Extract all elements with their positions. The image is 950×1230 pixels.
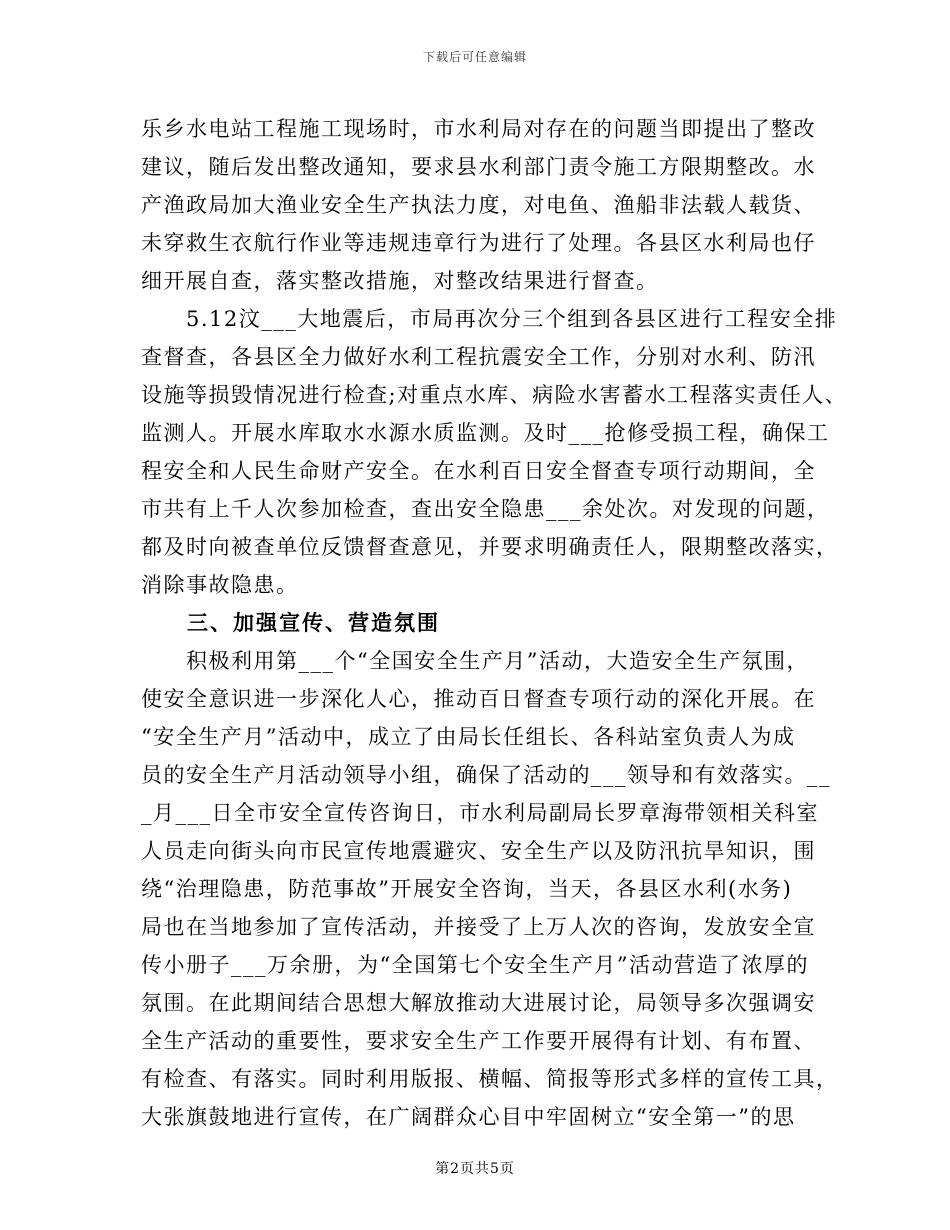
section-heading: 三、加强宣传、营造氛围: [141, 610, 440, 635]
text-line: 人员走向街头向市民宣传地震避灾、安全生产以及防汛抗旱知识，围: [141, 839, 816, 863]
text-line: 5.12汶___大地震后，市局再次分三个组到各县区进行工程安全排: [141, 307, 838, 331]
text-line: 大张旗鼓地进行宣传，在广阔群众心目中牢固树立“安全第一”的思: [141, 1105, 796, 1129]
text-line: 监测人。开展水库取水水源水质监测。及时___抢修受损工程，确保工: [141, 421, 830, 445]
text-line: 传小册子___万余册，为“全国第七个安全生产月”活动营造了浓厚的: [141, 953, 809, 977]
text-line: 消除事故隐患。: [141, 573, 299, 597]
text-line: 乐乡水电站工程施工现场时，市水利局对存在的问题当即提出了整改: [141, 117, 816, 141]
text-line: 都及时向被查单位反馈督查意见，并要求明确责任人，限期整改落实，: [141, 535, 839, 559]
text-line: “安全生产月”活动中，成立了由局长任组长、各科站室负责人为成: [141, 725, 796, 749]
text-line: 查督查，各县区全力做好水利工程抗震安全工作，分别对水利、防汛: [141, 345, 816, 369]
text-line: 市共有上千人次参加检查，查出安全隐患___余处次。对发现的问题，: [141, 497, 830, 521]
text-line: _月___日全市安全宣传咨询日，市水利局副局长罗章海带领相关科室: [141, 801, 819, 825]
text-line: 产渔政局加大渔业安全生产执法力度，对电鱼、渔船非法载人载货、: [141, 193, 816, 217]
text-line: 有检查、有落实。同时利用版报、横幅、简报等形式多样的宣传工具，: [141, 1067, 839, 1091]
page-number: 第2页共5页: [435, 1161, 515, 1177]
text-line: 程安全和人民生命财产安全。在水利百日安全督查专项行动期间，全: [141, 459, 816, 483]
text-line: 未穿救生衣航行作业等违规违章行为进行了处理。各县区水利局也仔: [141, 231, 816, 255]
text-line: 积极利用第___个“全国安全生产月”活动，大造安全生产氛围，: [141, 649, 809, 673]
text-line: 设施等损毁情况进行检查;对重点水库、病险水害蓄水工程落实责任人、: [141, 383, 848, 407]
text-line: 建议，随后发出整改通知，要求县水利部门责令施工方限期整改。水: [141, 155, 816, 179]
page-header-note: 下载后可任意编辑: [422, 50, 527, 64]
text-line: 绕“治理隐患，防范事故”开展安全咨询，当天，各县区水利(水务): [141, 877, 793, 901]
document-body: [141, 110, 848, 1136]
text-line: 局也在当地参加了宣传活动，并接受了上万人次的咨询，发放安全宣: [141, 915, 816, 939]
text-line: 使安全意识进一步深化人心，推动百日督查专项行动的深化开展。在: [141, 687, 816, 711]
text-line: 氛围。在此期间结合思想大解放推动大进展讨论，局领导多次强调安: [141, 991, 816, 1015]
text-line: 全生产活动的重要性，要求安全生产工作要开展得有计划、有布置、: [141, 1029, 816, 1053]
text-line: 员的安全生产月活动领导小组，确保了活动的___领导和有效落实。__: [141, 763, 831, 787]
text-line: 细开展自查，落实整改措施，对整改结果进行督查。: [141, 269, 659, 293]
